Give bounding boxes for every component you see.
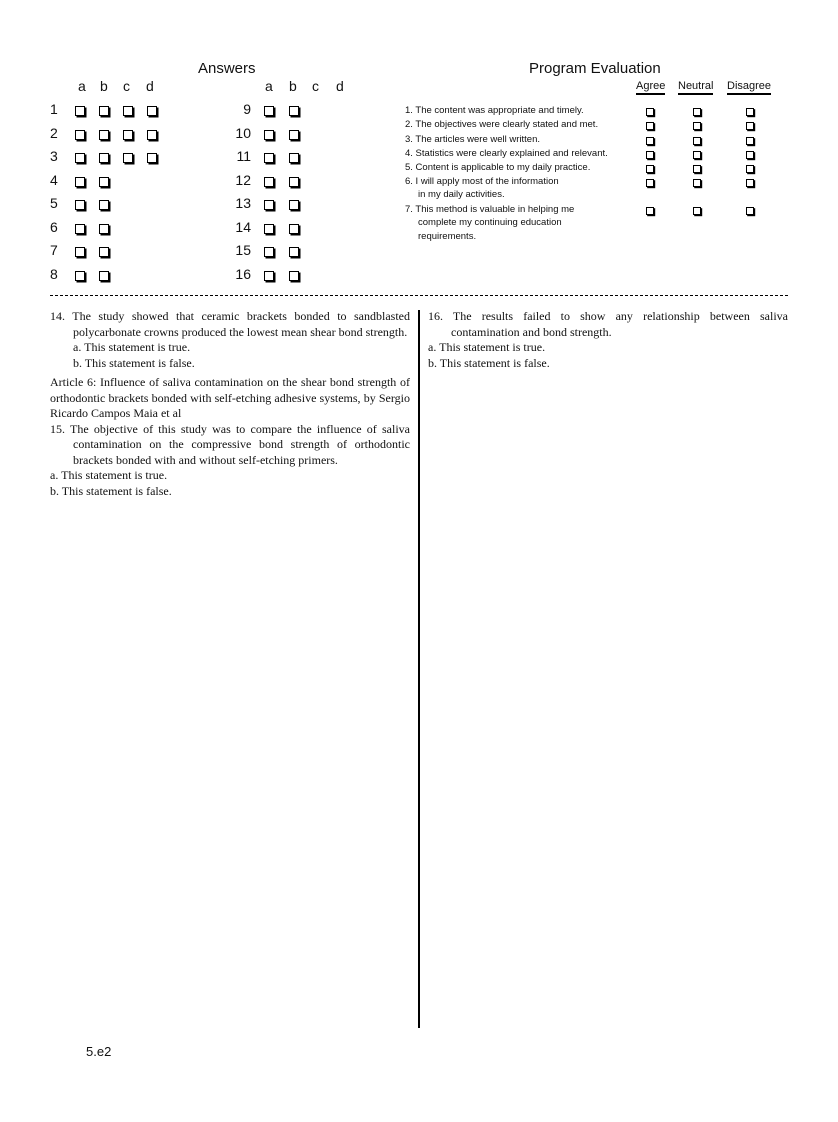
answer-number: 15 [235,242,251,258]
evaluation-checkbox-neutral[interactable] [693,108,701,116]
answer-letter-a: a [265,78,273,94]
evaluation-checkbox-agree[interactable] [646,207,654,215]
answer-checkbox-b[interactable] [289,106,299,116]
answer-checkbox-b[interactable] [99,247,109,257]
answer-checkbox-b[interactable] [289,271,299,281]
evaluation-checkbox-disagree[interactable] [746,137,754,145]
evaluation-item-continuation: in my daily activities. [418,189,505,201]
evaluation-checkbox-neutral[interactable] [693,179,701,187]
answer-checkbox-b[interactable] [289,247,299,257]
evaluation-item: 2. The objectives were clearly stated and met. [405,119,599,130]
left-column [50,309,410,499]
answer-checkbox-d[interactable] [147,153,157,163]
answer-checkbox-a[interactable] [264,247,274,257]
evaluation-checkbox-neutral[interactable] [693,165,701,173]
answer-number: 12 [235,171,251,188]
evaluation-item: 6. I will apply most of the information [405,176,559,187]
answer-checkbox-a[interactable] [75,271,85,281]
answer-checkbox-a[interactable] [75,153,85,163]
question-14-option-a[interactable]: a. This statement is true. [73,340,191,354]
answer-letter-b: b [100,78,108,94]
page-number: 5.e2 [86,1044,112,1059]
answer-checkbox-b[interactable] [289,200,299,210]
answer-number: 14 [235,218,251,235]
answer-number: 10 [235,124,251,141]
question-15-option-b[interactable]: b. This statement is false. [50,483,172,498]
answer-checkbox-b[interactable] [289,153,299,163]
answer-checkbox-a[interactable] [75,200,85,210]
answer-number: 1 [50,101,58,117]
answer-checkbox-a[interactable] [264,153,274,163]
evaluation-title: Program Evaluation [529,60,661,77]
evaluation-checkbox-neutral[interactable] [693,122,701,130]
evaluation-item-continuation: complete my continuing education [418,217,562,229]
question-15: 15. The objective of this study was to compare the influence of saliva contamination on the compressive bond strength of orthodontic brackets bonded with and without self-etching primers. [50,421,410,467]
column-agree: Agree [636,80,665,95]
answer-number: 2 [50,124,58,141]
question-16: 16. The results failed to show any relationship between saliva contamination and bond strength. [428,309,788,339]
evaluation-checkbox-agree[interactable] [646,108,654,116]
evaluation-item: 5. Content is applicable to my daily practice. [405,162,591,173]
evaluation-checkbox-disagree[interactable] [746,179,754,187]
evaluation-checkbox-neutral[interactable] [693,137,701,145]
answer-number: 11 [236,148,251,164]
question-16-option-b[interactable]: b. This statement is false. [428,355,550,370]
column-neutral: Neutral [678,80,713,95]
column-divider [418,310,420,1028]
evaluation-checkbox-agree[interactable] [646,179,654,187]
answer-checkbox-d[interactable] [147,106,157,116]
evaluation-checkbox-disagree[interactable] [746,122,754,130]
evaluation-checkbox-disagree[interactable] [746,151,754,159]
answer-checkbox-c[interactable] [123,153,133,163]
answer-letter-b: b [289,78,297,94]
question-16-option-a[interactable]: a. This statement is true. [428,340,546,354]
answer-checkbox-a[interactable] [264,271,274,281]
question-14-option-b[interactable]: b. This statement is false. [73,355,195,370]
answer-checkbox-a[interactable] [75,106,85,116]
answer-number: 6 [50,218,58,235]
answer-checkbox-a[interactable] [264,177,274,187]
answer-checkbox-b[interactable] [99,271,109,281]
answer-checkbox-c[interactable] [123,130,133,140]
article-6-heading: Article 6: Influence of saliva contamination on the shear bond strength of orthodontic brackets bonded with self-etching adhesive systems, by Sergio Ricardo Campos Maia et al [50,375,410,420]
evaluation-item: 7. This method is valuable in helping me [405,204,575,215]
answer-letter-c: c [312,78,319,94]
answers-title: Answers [198,60,256,77]
answer-checkbox-a[interactable] [75,130,85,140]
answer-number: 16 [235,265,251,282]
question-15-option-a[interactable]: a. This statement is true. [50,468,168,482]
evaluation-item: 3. The articles were well written. [405,134,540,145]
answer-checkbox-b[interactable] [99,200,109,210]
evaluation-checkbox-neutral[interactable] [693,151,701,159]
answer-checkbox-b[interactable] [99,153,109,163]
answer-letter-d: d [336,78,344,94]
answer-checkbox-a[interactable] [75,224,85,234]
answer-letter-d: d [146,78,154,94]
answer-checkbox-c[interactable] [123,106,133,116]
answer-number: 5 [50,195,58,211]
evaluation-checkbox-disagree[interactable] [746,207,754,215]
answer-checkbox-a[interactable] [264,130,274,140]
answer-checkbox-a[interactable] [264,200,274,210]
answer-number: 8 [50,265,58,282]
answer-checkbox-d[interactable] [147,130,157,140]
evaluation-checkbox-agree[interactable] [646,151,654,159]
answer-checkbox-a[interactable] [264,106,274,116]
evaluation-checkbox-agree[interactable] [646,122,654,130]
evaluation-item: 1. The content was appropriate and timely. [405,105,584,116]
answer-number: 4 [50,171,58,188]
evaluation-item-continuation: requirements. [418,230,477,242]
answer-letter-a: a [78,78,86,94]
evaluation-checkbox-disagree[interactable] [746,108,754,116]
evaluation-item: 4. Statistics were clearly explained and relevant. [405,148,608,159]
evaluation-checkbox-neutral[interactable] [693,207,701,215]
answer-number: 9 [243,101,251,117]
answer-checkbox-b[interactable] [99,177,109,187]
question-14: 14. The study showed that ceramic brackets bonded to sandblasted polycarbonate crowns produced the lowest mean shear bond strength. [50,309,410,339]
answer-checkbox-b[interactable] [289,130,299,140]
right-column [428,309,788,371]
evaluation-checkbox-disagree[interactable] [746,165,754,173]
answer-letter-c: c [123,78,130,94]
answer-checkbox-b[interactable] [289,177,299,187]
answer-checkbox-b[interactable] [99,224,109,234]
answer-number: 3 [50,148,58,164]
column-disagree: Disagree [727,80,771,95]
answer-checkbox-b[interactable] [289,224,299,234]
answer-checkbox-a[interactable] [75,177,85,187]
evaluation-checkbox-agree[interactable] [646,137,654,145]
answer-number: 13 [235,195,251,211]
section-divider [50,295,788,296]
answer-number: 7 [50,242,58,258]
answer-checkbox-a[interactable] [264,224,274,234]
answer-checkbox-a[interactable] [75,247,85,257]
answer-checkbox-b[interactable] [99,130,109,140]
answer-checkbox-b[interactable] [99,106,109,116]
evaluation-checkbox-agree[interactable] [646,165,654,173]
